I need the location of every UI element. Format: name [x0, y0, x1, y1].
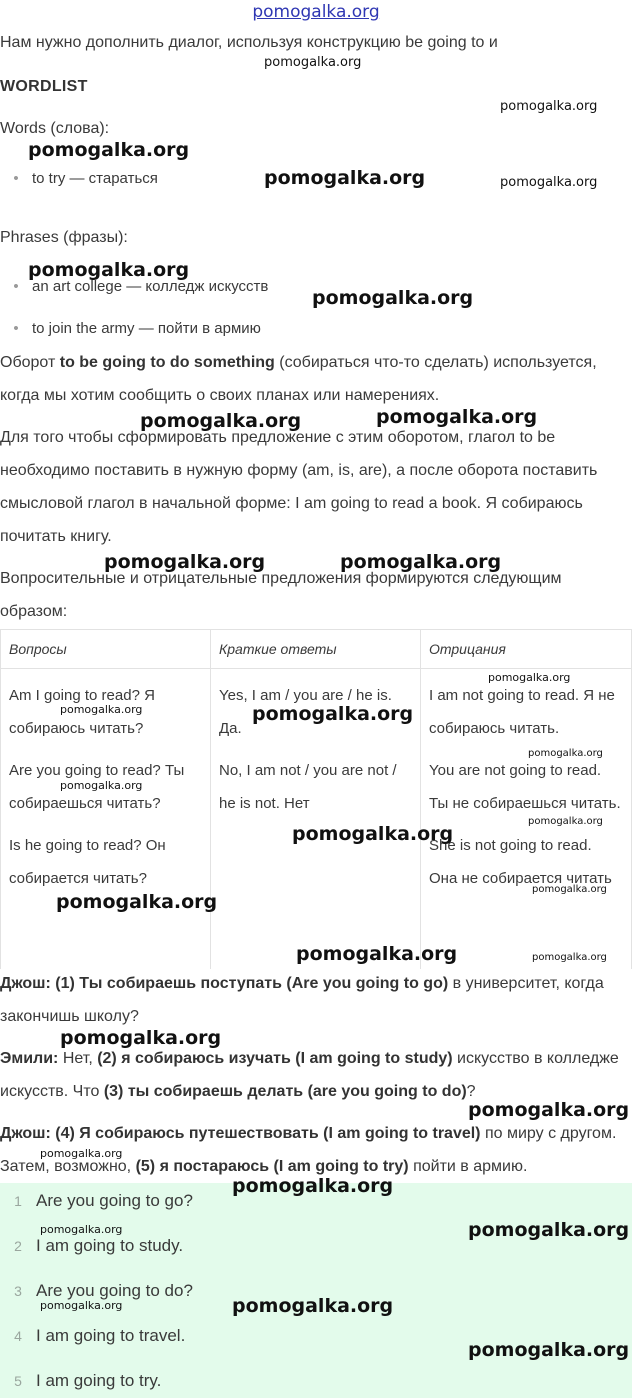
watermark: pomogalka.org — [500, 99, 598, 114]
bullet-icon: • — [13, 320, 19, 337]
watermark: pomogalka.org — [40, 1299, 123, 1312]
speaker-name: Джош: — [0, 1125, 51, 1142]
dialogue-bold: (1) Ты собираешь поступать (Are you going to go) — [55, 975, 449, 992]
answer-item — [0, 1326, 185, 1346]
watermark: pomogalka.org — [312, 287, 474, 309]
wordlist-heading: WORDLIST — [0, 78, 88, 95]
watermark: pomogalka.org — [28, 259, 190, 281]
watermark: pomogalka.org — [60, 1027, 222, 1049]
watermark: pomogalka.org — [292, 823, 454, 845]
watermark: pomogalka.org — [468, 1219, 630, 1241]
answer-item — [0, 1236, 183, 1256]
dialogue-text: Нет, — [58, 1050, 98, 1067]
watermark: pomogalka.org — [232, 1175, 394, 1197]
watermark: pomogalka.org — [528, 816, 603, 827]
watermark: pomogalka.org — [264, 55, 362, 70]
answer-text: I am going to try. — [36, 1371, 162, 1390]
answer-text: I am going to travel. — [36, 1326, 186, 1345]
watermark: pomogalka.org — [468, 1339, 630, 1361]
watermark: pomogalka.org — [104, 551, 266, 573]
bullet-icon: • — [13, 170, 19, 187]
dialogue-text: пойти в армию. — [408, 1158, 528, 1175]
dialogue-bold: (3) ты собираешь делать (are you going to do) — [103, 1083, 467, 1100]
dialogue-text: по миру с другом. Затем, возможно, — [0, 1125, 617, 1175]
watermark: pomogalka.org — [500, 175, 598, 190]
table-header-row — [1, 630, 632, 669]
cell-text: You are not going to read. Ты не собираешься читать. — [429, 762, 621, 812]
phrase-text: an art college — колледж искусств — [32, 278, 269, 295]
dialogue-line-1 — [0, 967, 632, 1033]
watermark: pomogalka.org — [40, 1147, 123, 1160]
explanation-p1 — [0, 346, 632, 412]
watermark: pomogalka.org — [232, 1295, 394, 1317]
watermark: pomogalka.org — [252, 703, 414, 725]
word-item — [0, 170, 158, 187]
answer-item — [0, 1281, 193, 1301]
phrase-text: to join the army — пойти в армию — [32, 320, 261, 337]
answer-number: 2 — [14, 1238, 22, 1254]
watermark: pomogalka.org — [340, 551, 502, 573]
watermark: pomogalka.org — [488, 671, 571, 684]
table-header: Вопросы — [1, 630, 211, 669]
cell-text: Are you going to read? Ты собираешься читать? — [9, 762, 185, 812]
watermark: pomogalka.org — [264, 167, 426, 189]
p1-end: (собираться что-то сделать) используется, когда мы хотим сообщить о своих планах или намерениях. — [0, 354, 597, 404]
watermark-top: pomogalka.org — [252, 2, 380, 22]
watermark: pomogalka.org — [40, 1223, 123, 1236]
watermark: pomogalka.org — [376, 406, 538, 428]
watermark: pomogalka.org — [528, 748, 603, 759]
watermark: pomogalka.org — [296, 943, 458, 965]
words-title: Words (слова): — [0, 120, 110, 137]
cell-text: No, I am not / you are not / he is not. Нет — [219, 762, 397, 812]
watermark: pomogalka.org — [532, 884, 607, 895]
table-header: Отрицания — [421, 630, 632, 669]
dialogue-bold: (2) я собираюсь изучать (I am going to study) — [97, 1050, 453, 1067]
answer-number: 5 — [14, 1373, 22, 1389]
cell-text: Yes, I am / you are / he is. Да. — [219, 687, 392, 737]
intro-text: Нам нужно дополнить диалог, используя конструкцию be going to и — [0, 34, 498, 51]
dialogue-bold: (4) Я собираюсь путешествовать (I am going to travel) — [55, 1125, 481, 1142]
explanation-p3: Вопросительные и отрицательные предложения формируются следующим образом: — [0, 570, 562, 620]
speaker-name: Эмили: — [0, 1050, 59, 1067]
answer-item — [0, 1371, 161, 1391]
watermark: pomogalka.org — [28, 139, 190, 161]
answer-text: Are you going to do? — [36, 1281, 193, 1300]
bullet-icon: • — [13, 278, 19, 295]
cell-text: I am not going to read. Я не собираюсь читать. — [429, 687, 615, 737]
answer-number: 1 — [14, 1193, 22, 1209]
p1-start: Оборот — [0, 354, 60, 371]
answer-text: I am going to study. — [36, 1236, 184, 1255]
cell-text: Am I going to read? Я собираюсь читать? — [9, 687, 155, 737]
table-header: Краткие ответы — [211, 630, 421, 669]
answer-item — [0, 1191, 193, 1211]
dialogue-text: искусство в колледже искусств. Что — [0, 1050, 619, 1100]
watermark: pomogalka.org — [56, 891, 218, 913]
watermark: pomogalka.org — [60, 703, 143, 716]
watermark: pomogalka.org — [468, 1099, 630, 1121]
answer-text: Are you going to go? — [36, 1191, 193, 1210]
watermark: pomogalka.org — [140, 410, 302, 432]
watermark: pomogalka.org — [60, 779, 143, 792]
dialogue-bold: (5) я постараюсь (I am going to try) — [135, 1158, 409, 1175]
phrases-title: Phrases (фразы): — [0, 229, 128, 246]
explanation-p2: Для того чтобы сформировать предложение с этим оборотом, глагол to be необходимо поставить в нужную форму (am, is, are), а после оборота поставить смысловой глагол в начальной форме: I am going to read a book. Я собираюсь почитать книгу. — [0, 429, 598, 545]
word-text: to try — стараться — [32, 170, 158, 187]
dialogue-text: в университет, когда закончишь школу? — [0, 975, 604, 1025]
answer-number: 3 — [14, 1283, 22, 1299]
phrase-item — [0, 320, 261, 337]
p1-bold: to be going to do something — [59, 354, 275, 371]
speaker-name: Джош: — [0, 975, 51, 992]
answer-number: 4 — [14, 1328, 22, 1344]
cell-text: Is he going to read? Он собирается читать? — [9, 837, 166, 887]
answers-box — [0, 1183, 632, 1398]
watermark: pomogalka.org — [532, 952, 607, 963]
dialogue-text: ? — [466, 1083, 476, 1100]
cell-text: She is not going to read. Она не собирается читать — [429, 837, 612, 887]
